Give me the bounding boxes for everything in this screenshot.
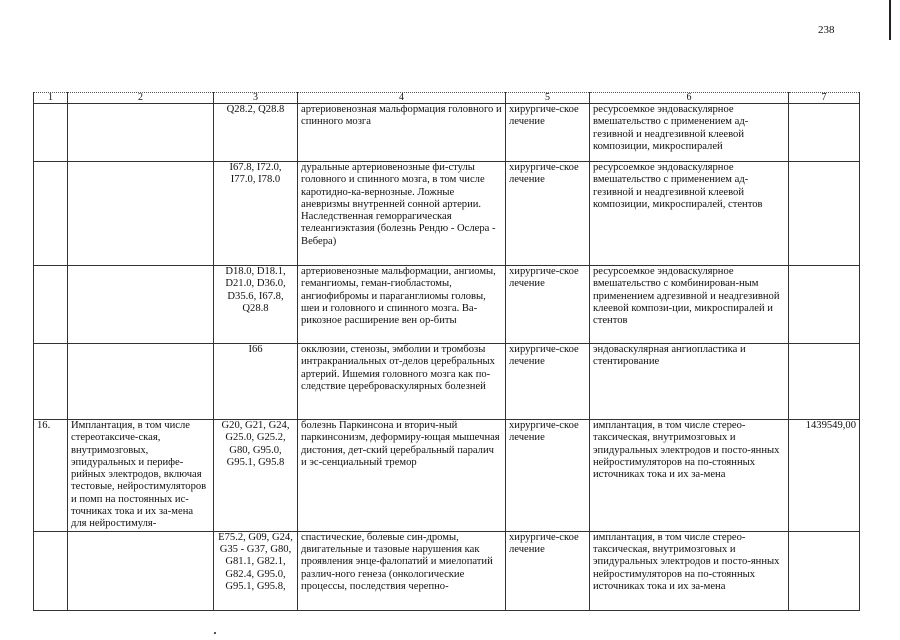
row-number	[34, 162, 68, 266]
icd-codes: D18.0, D18.1, D21.0, D36.0, D35.6, I67.8, Q28.8	[214, 266, 298, 344]
table-row	[34, 104, 860, 162]
diagnosis: дуральные артериовенозные фи-стулы головного и спинного мозга, в том числе каротидно-ка-вернозные. Ложные аневризмы внутренней сонной артерии. Наследственная геморрагическая телеангиэктазия (болезнь Рендю - Ослера - Вебера)	[298, 162, 506, 266]
column-number: 2	[68, 93, 214, 104]
treatment-type: хирургиче-ское лечение	[506, 104, 590, 162]
treatment-type: хирургиче-ское лечение	[506, 531, 590, 610]
service-name	[68, 344, 214, 420]
diagnosis: болезнь Паркинсона и вторич-ный паркинсонизм, деформиру-ющая мышечная дистония, дет-ский церебральный паралич и эс-сенциальный тремор	[298, 420, 506, 532]
icd-codes: I66	[214, 344, 298, 420]
table-row	[34, 266, 860, 344]
scan-dot	[214, 632, 216, 634]
table-row	[34, 531, 860, 610]
diagnosis: артериовенозные мальформации, ангиомы, гемангиомы, геман-гиобластомы, ангиофибромы и параганглиомы головы, шеи и головного и спинного мозга. Ва-рикозное расширение вен ор-биты	[298, 266, 506, 344]
column-number: 6	[590, 93, 789, 104]
treatment-method: эндоваскулярная ангиопластика и стентирование	[590, 344, 789, 420]
service-name: Имплантация, в том числе стереотаксиче-ская, внутримозговых, эпидуральных и перифе-рийных электродов, включая тестовые, нейростимуляторов и помп на постоянных ис-точниках тока и их за-мена для нейростимуля-	[68, 420, 214, 532]
column-number: 5	[506, 93, 590, 104]
column-number-row	[34, 93, 860, 104]
treatment-method: ресурсоемкое эндоваскулярное вмешательство с применением ад-гезивной и неадгезивной клеевой композиции, микроспиралей, стентов	[590, 162, 789, 266]
row-number: 16.	[34, 420, 68, 532]
service-name	[68, 531, 214, 610]
table-row	[34, 420, 860, 532]
treatment-type: хирургиче-ское лечение	[506, 344, 590, 420]
treatment-type: хирургиче-ское лечение	[506, 266, 590, 344]
cost	[789, 104, 860, 162]
table-row	[34, 162, 860, 266]
column-number: 3	[214, 93, 298, 104]
row-number	[34, 531, 68, 610]
icd-codes: Q28.2, Q28.8	[214, 104, 298, 162]
diagnosis: артериовенозная мальформация головного и спинного мозга	[298, 104, 506, 162]
icd-codes: G20, G21, G24, G25.0, G25.2, G80, G95.0, G95.1, G95.8	[214, 420, 298, 532]
cost	[789, 531, 860, 610]
icd-codes: E75.2, G09, G24, G35 - G37, G80, G81.1, G82.1, G82.4, G95.0, G95.1, G95.8,	[214, 531, 298, 610]
column-number: 1	[34, 93, 68, 104]
cost	[789, 162, 860, 266]
service-name	[68, 162, 214, 266]
row-number	[34, 104, 68, 162]
row-number	[34, 266, 68, 344]
treatment-method: имплантация, в том числе стерео-таксическая, внутримозговых и эпидуральных электродов и посто-янных нейростимуляторов на по-стоянных источниках тока и их за-мена	[590, 531, 789, 610]
cost	[789, 344, 860, 420]
icd-codes: I67.8, I72.0, I77.0, I78.0	[214, 162, 298, 266]
treatment-type: хирургиче-ское лечение	[506, 162, 590, 266]
column-number: 4	[298, 93, 506, 104]
medical-services-table	[33, 92, 860, 611]
cost	[789, 266, 860, 344]
service-name	[68, 266, 214, 344]
scan-edge-mark	[889, 0, 891, 40]
diagnosis: окклюзии, стенозы, эмболии и тромбозы интракраниальных от-делов церебральных артерий. Ишемия головного мозга как по-следствие цереброваскулярных болезней	[298, 344, 506, 420]
treatment-method: ресурсоемкое эндоваскулярное вмешательство с применением ад-гезивной и неадгезивной клеевой композиции, микроспиралей	[590, 104, 789, 162]
treatment-type: хирургиче-ское лечение	[506, 420, 590, 532]
page-number: 238	[818, 24, 835, 36]
column-number: 7	[789, 93, 860, 104]
diagnosis: спастические, болевые син-дромы, двигательные и тазовые нарушения как проявления энце-фалопатий и миелопатий различ-ного генеза (онкологические процессы, последствия черепно-	[298, 531, 506, 610]
row-number	[34, 344, 68, 420]
cost: 1439549,00	[789, 420, 860, 532]
treatment-method: ресурсоемкое эндоваскулярное вмешательство с комбинирован-ным применением адгезивной и неадгезивной клеевой компози-ции, микроспиралей и стентов	[590, 266, 789, 344]
treatment-method: имплантация, в том числе стерео-таксическая, внутримозговых и эпидуральных электродов и посто-янных нейростимуляторов на по-стоянных источниках тока и их за-мена	[590, 420, 789, 532]
service-name	[68, 104, 214, 162]
table-row	[34, 344, 860, 420]
